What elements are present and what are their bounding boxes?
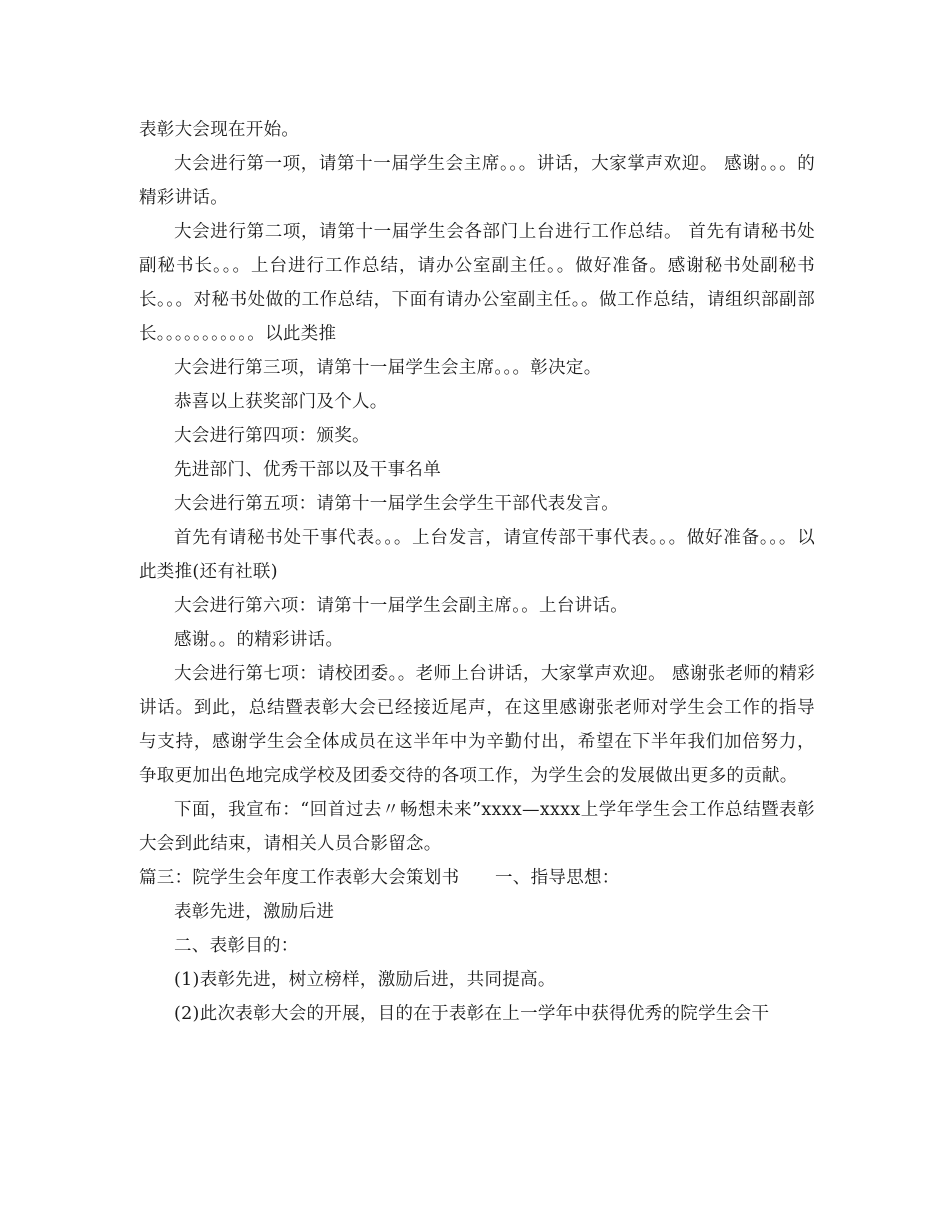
paragraph-item-two: 大会进行第二项，请第十一届学生会各部门上台进行工作总结。 首先有请秘书处副秘书长。。。上台进行工作总结，请办公室副主任。。做好准备。感谢秘书处副秘书长。。。对秘书处做的工作总结，下面有请办公室副主任。。做工作总结，请组织部副部长。。。。。。。。。。。以此类推	[139, 222, 815, 344]
paragraph-representatives: 首先有请秘书处干事代表。。。上台发言，请宣传部干事代表。。。做好准备。。。以此类推(还有社联)	[139, 528, 815, 582]
document-body	[139, 113, 815, 1031]
paragraph-item-four: 大会进行第四项：颁奖。	[174, 426, 370, 446]
list-item-purpose-1: (1)表彰先进，树立榜样，激励后进，共同提高。	[174, 970, 556, 990]
section-heading-part-three: 篇三：院学生会年度工作表彰大会策划书 一、指导思想：	[139, 868, 620, 888]
paragraph-guiding-principle: 表彰先进，激励后进	[174, 902, 335, 922]
list-item-purpose-2: (2)此次表彰大会的开展，目的在于表彰在上一学年中获得优秀的院学生会干	[174, 1004, 770, 1024]
paragraph-item-seven: 大会进行第七项：请校团委。。老师上台讲话，大家掌声欢迎。 感谢张老师的精彩讲话。到此，总结暨表彰大会已经接近尾声，在这里感谢张老师对学生会工作的指导与支持，感谢学生会全体成员在这半年中为辛勤付出，希望在下半年我们加倍努力，争取更加出色地完成学校及团委交待的各项工作，为学生会的发展做出更多的贡献。	[139, 664, 815, 786]
section-heading-purpose: 二、表彰目的：	[174, 936, 299, 956]
paragraph-item-five: 大会进行第五项：请第十一届学生会学生干部代表发言。	[174, 494, 619, 514]
paragraph-item-one: 大会进行第一项，请第十一届学生会主席。。。讲话，大家掌声欢迎。 感谢。。。的精彩讲话。	[139, 154, 815, 208]
paragraph-meeting-start: 表彰大会现在开始。	[139, 120, 300, 140]
paragraph-item-three: 大会进行第三项，请第十一届学生会主席。。。彰决定。	[174, 358, 602, 378]
paragraph-congratulations: 恭喜以上获奖部门及个人。	[174, 392, 388, 412]
paragraph-item-six: 大会进行第六项：请第十一届学生会副主席。。上台讲话。	[174, 596, 629, 616]
paragraph-thanks: 感谢。。的精彩讲话。	[174, 630, 344, 650]
paragraph-award-list: 先进部门、优秀干部以及干事名单	[174, 460, 441, 480]
paragraph-closing: 下面，我宣布：“回首过去〃畅想未来”xxxx—xxxx上学年学生会工作总结暨表彰大会到此结束，请相关人员合影留念。	[139, 800, 815, 854]
